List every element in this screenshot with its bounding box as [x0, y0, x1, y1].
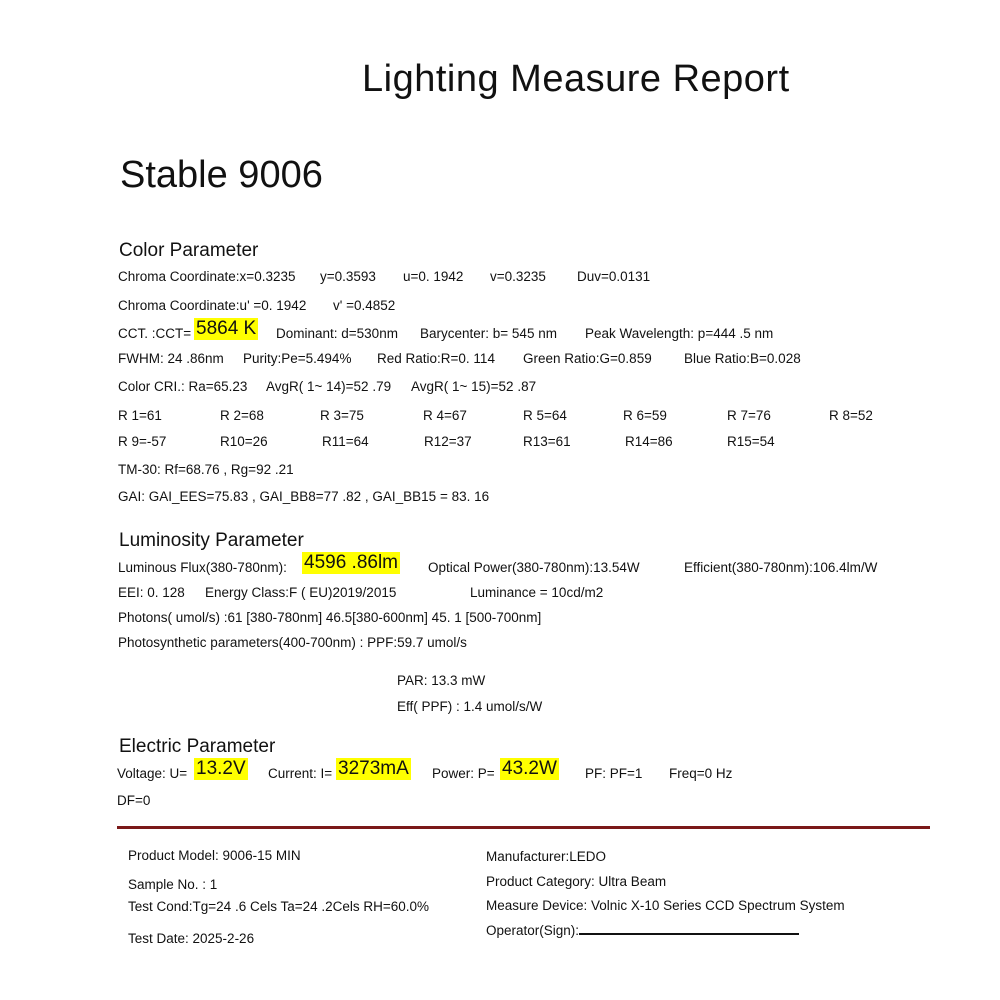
test-date: Test Date: 2025-2-26 — [128, 931, 255, 946]
r-value: R 2=68 — [220, 408, 264, 423]
chroma-v: v=0.3235 — [490, 269, 546, 284]
chroma-u-prime: Chroma Coordinate:u' =0. 1942 — [118, 298, 307, 313]
color-cri: Color CRI.: Ra=65.23 — [118, 379, 248, 394]
luminous-flux-label: Luminous Flux(380-780nm): — [118, 560, 287, 575]
operator-row — [486, 923, 799, 938]
luminous-flux-value: 4596 .86lm — [304, 552, 399, 573]
current-label: Current: I= — [268, 766, 333, 781]
color-parameter-heading: Color Parameter — [119, 240, 259, 261]
eei: EEI: 0. 128 — [118, 585, 185, 600]
r-value: R 7=76 — [727, 408, 771, 423]
chroma-y: y=0.3593 — [320, 269, 376, 284]
duv: Duv=0.0131 — [577, 269, 651, 284]
efficiency: Efficient(380-780nm):106.4lm/W — [684, 560, 878, 575]
r-value: R 1=61 — [118, 408, 162, 423]
energy-class: Energy Class:F ( EU)2019/2015 — [205, 585, 397, 600]
voltage-label: Voltage: U= — [117, 766, 188, 781]
eff-ppf: Eff( PPF) : 1.4 umol/s/W — [397, 699, 543, 714]
df: DF=0 — [117, 793, 151, 808]
avg-r-14: AvgR( 1~ 14)=52 .79 — [266, 379, 392, 394]
blue-ratio: Blue Ratio:B=0.028 — [684, 351, 801, 366]
product-model: Product Model: 9006-15 MIN — [128, 848, 301, 863]
peak-wavelength: Peak Wavelength: p=444 .5 nm — [585, 326, 774, 341]
r-value: R14=86 — [625, 434, 673, 449]
photons: Photons( umol/s) :61 [380-780nm] 46.5[380-600nm] 45. 1 [500-700nm] — [118, 610, 542, 625]
purity: Purity:Pe=5.494% — [243, 351, 352, 366]
current-value: 3273mA — [338, 758, 409, 779]
r-value: R 9=-57 — [118, 434, 167, 449]
r-value: R13=61 — [523, 434, 571, 449]
model-title: Stable 9006 — [120, 154, 323, 196]
dominant-wavelength: Dominant: d=530nm — [276, 326, 398, 341]
cct-value: 5864 K — [196, 318, 257, 339]
chroma-v-prime: v' =0.4852 — [333, 298, 396, 313]
product-category: Product Category: Ultra Beam — [486, 874, 667, 889]
r-value: R 5=64 — [523, 408, 567, 423]
power-factor: PF: PF=1 — [585, 766, 643, 781]
signature-line[interactable] — [579, 923, 799, 935]
sample-no: Sample No. : 1 — [128, 877, 218, 892]
electric-parameter-heading: Electric Parameter — [119, 736, 276, 757]
r-value: R 4=67 — [423, 408, 467, 423]
r-value: R 3=75 — [320, 408, 364, 423]
luminance: Luminance = 10cd/m2 — [470, 585, 604, 600]
voltage-value: 13.2V — [196, 758, 246, 779]
cct-label: CCT. :CCT= — [118, 326, 192, 341]
footer-divider — [117, 826, 930, 829]
r-value: R 6=59 — [623, 408, 667, 423]
green-ratio: Green Ratio:G=0.859 — [523, 351, 652, 366]
fwhm: FWHM: 24 .86nm — [118, 351, 224, 366]
luminosity-parameter-heading: Luminosity Parameter — [119, 530, 304, 551]
chroma-x: Chroma Coordinate:x=0.3235 — [118, 269, 296, 284]
chroma-u: u=0. 1942 — [403, 269, 464, 284]
test-cond: Test Cond:Tg=24 .6 Cels Ta=24 .2Cels RH=60.0% — [128, 899, 430, 914]
power-value: 43.2W — [502, 758, 557, 779]
tm30-values: TM-30: Rf=68.76 , Rg=92 .21 — [118, 462, 294, 477]
optical-power: Optical Power(380-780nm):13.54W — [428, 560, 640, 575]
manufacturer: Manufacturer:LEDO — [486, 849, 607, 864]
gai-values: GAI: GAI_EES=75.83 , GAI_BB8=77 .82 , GAI_BB15 = 83. 16 — [118, 489, 490, 504]
frequency: Freq=0 Hz — [669, 766, 733, 781]
measure-device: Measure Device: Volnic X-10 Series CCD Spectrum System — [486, 898, 845, 913]
photosynthetic-parameters: Photosynthetic parameters(400-700nm) : PPF:59.7 umol/s — [118, 635, 467, 650]
power-label: Power: P= — [432, 766, 495, 781]
operator-label: Operator(Sign): — [486, 923, 580, 938]
par: PAR: 13.3 mW — [397, 673, 486, 688]
red-ratio: Red Ratio:R=0. 114 — [377, 351, 495, 366]
r-value: R 8=52 — [829, 408, 873, 423]
r-value: R12=37 — [424, 434, 472, 449]
avg-r-15: AvgR( 1~ 15)=52 .87 — [411, 379, 537, 394]
r-value: R10=26 — [220, 434, 268, 449]
r-value: R11=64 — [322, 434, 369, 449]
r-value: R15=54 — [727, 434, 775, 449]
report-title: Lighting Measure Report — [362, 58, 790, 100]
barycenter: Barycenter: b= 545 nm — [420, 326, 557, 341]
